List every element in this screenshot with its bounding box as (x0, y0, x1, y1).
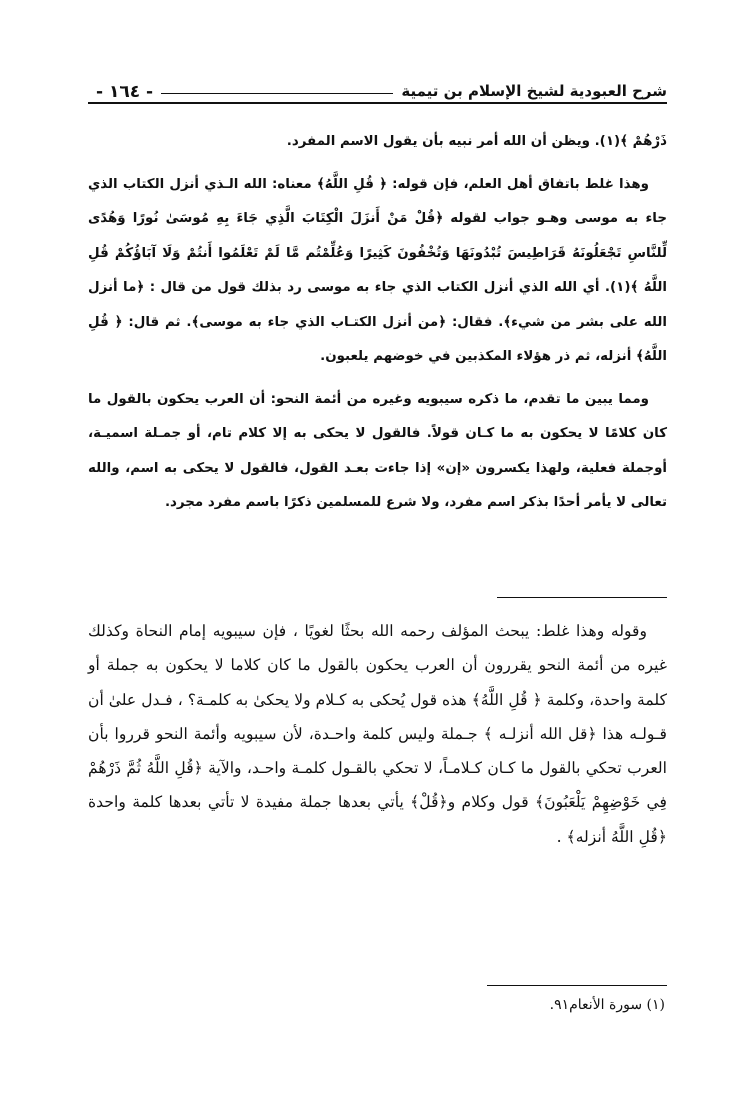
commentary-paragraph-2: وهذا غلط باتفاق أهل العلم، فإن قوله: ﴿ قُلِ اللَّهُ﴾ معناه: الله الـذي أنزل الكتاب الذي جاء به موسى وهـو جواب لقوله ﴿قُلْ مَنْ أَنزَلَ الْكِتَابَ الَّذِي جَاءَ بِهِ مُوسَىٰ نُورًا وَهُدًى لِّلنَّاسِ تَجْعَلُونَهُ قَرَاطِيسَ تُبْدُونَهَا وَتُخْفُونَ كَثِيرًا وَعُلِّمْتُم مَّا لَمْ تَعْلَمُوا أَنتُمْ وَلَا آبَاؤُكُمْ قُلِ اللَّهُ ﴾(١). أي الله الذي أنزل الكتاب الذي جاء به موسى رد بذلك قول من قال : ﴿ما أنزل الله على بشر من شيء﴾. فقال: ﴿من أنزل الكتـاب الذي جاء به موسى﴾. ثم قال: ﴿ قُلِ اللَّهُ﴾ أنزله، ثم ذر هؤلاء المكذبين في خوضهم يلعبون. (88, 176, 667, 364)
footnote-separator (487, 985, 667, 986)
running-title: شرح العبودية لشيخ الإسلام بن تيمية (401, 82, 667, 100)
explanation-text (88, 614, 667, 854)
header-rule (161, 93, 393, 94)
commentary-text (88, 125, 667, 521)
page-number: - ١٦٤ - (96, 82, 154, 102)
running-header (88, 72, 667, 104)
commentary-paragraph-1: ذَرْهُمْ ﴾(١). ويظن أن الله أمر نبيه بأن يقول الاسم المفرد. (286, 134, 667, 149)
explanation-paragraph: وقوله وهذا غلط: يبحث المؤلف رحمه الله بحثًا لغويًا ، فإن سيبويه إمام النحاة وكذلك غيره من أئمة النحو يقررون أن العرب يحكون بالقول ما كان كلاما لا يحكون به جملة أو كلمة واحدة، وكلمة ﴿ قُلِ اللَّهُ﴾ هذه قول يُحكى به كـلام ولا يحكىٰ به كلمـة؟ ، فـدل علىٰ أن قـولـه هذا ﴿قل الله أنزلـه ﴾ جـملة وليس كلمة واحـدة، لأن سيبويه وأئمة النحو قرروا بأن العرب تحكي بالقول ما كـان كـلامـاً، لا تحكي بالقـول كلمـة واحـد، والآية ﴿قُلِ اللَّهُ ثُمَّ ذَرْهُمْ فِي خَوْضِهِمْ يَلْعَبُونَ﴾ قول وكلام و﴿قُلْ﴾ يأتي بعدها جملة مفيدة لا تأتي بعدها كلمة واحدة ﴿قُلِ اللَّهُ أنزله﴾ . (88, 622, 667, 846)
section-separator (497, 597, 667, 598)
footnote: (١) سورة الأنعام٩١. (549, 997, 665, 1013)
commentary-paragraph-3: ومما يبين ما تقدم، ما ذكره سيبويه وغيره من أئمة النحو: أن العرب يحكون بالقول ما كان كلامًا لا يحكون به ما كـان قولاً. فالقول لا يحكى به إلا كلام تام، أو جمـلة اسميـة، أوجملة فعلية، ولهذا يكسرون «إن» إذا جاءت بعـد القول، فالقول لا يحكى به اسم، والله تعالى لا يأمر أحدًا بذكر اسم مفرد، ولا شرع للمسلمين ذكرًا باسم مفرد مجرد. (88, 391, 667, 510)
